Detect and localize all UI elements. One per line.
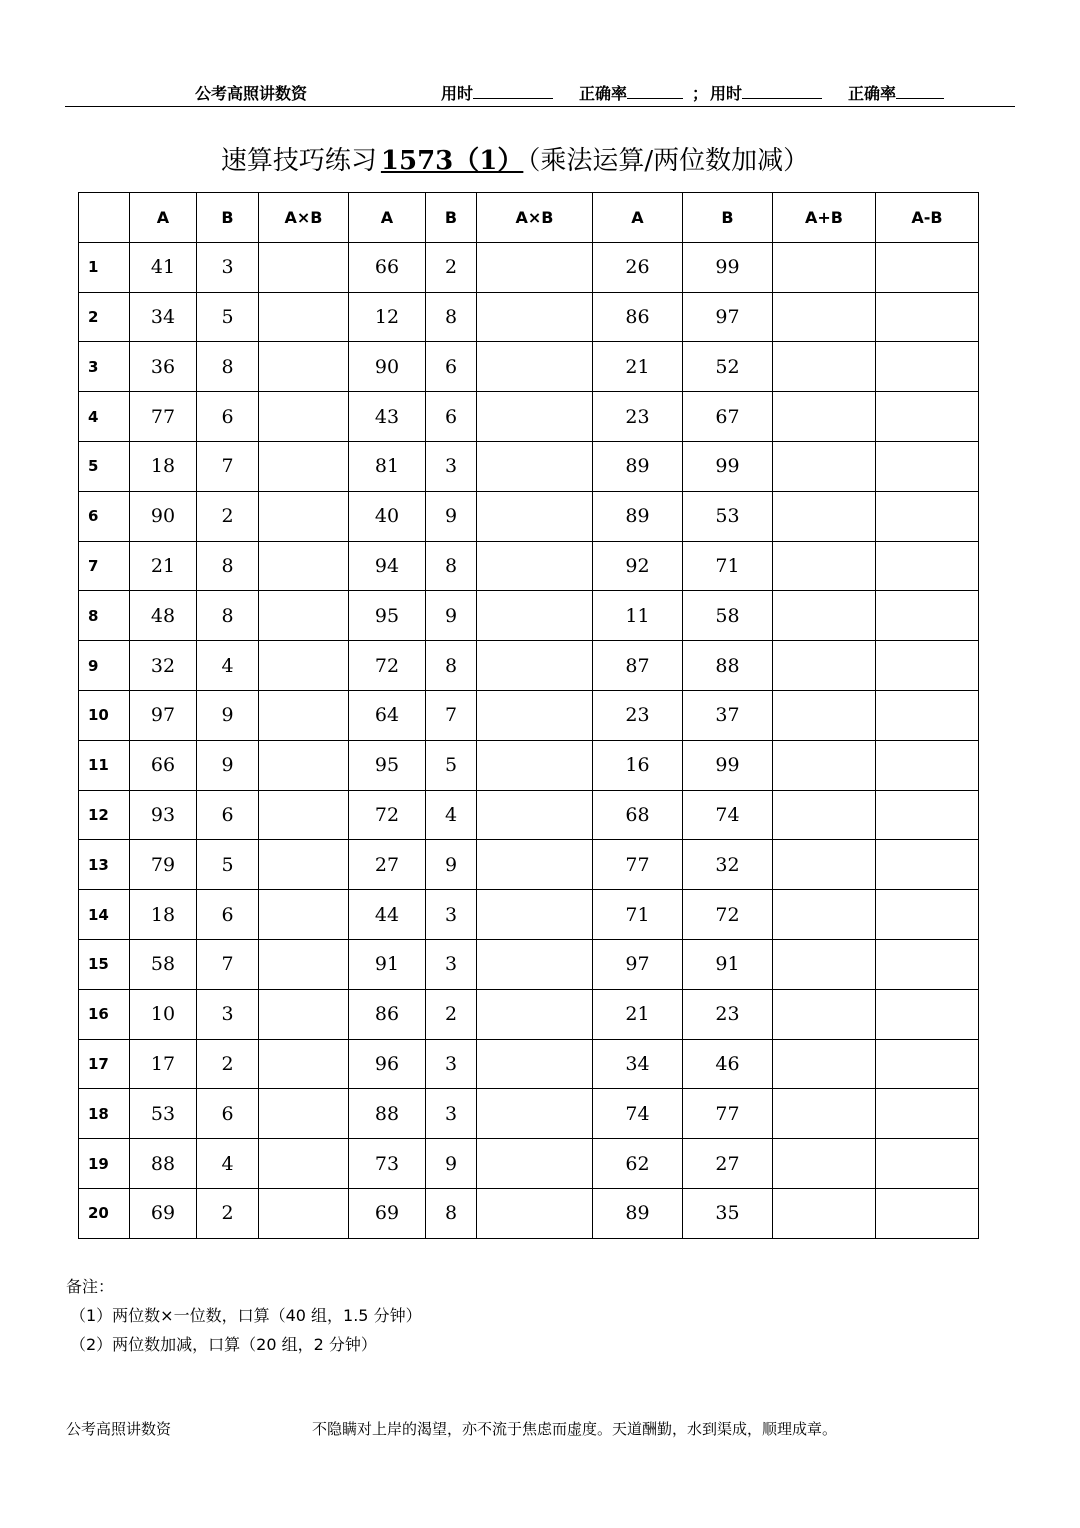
answer-cell[interactable] — [876, 939, 979, 989]
operand-cell: 16 — [593, 740, 683, 790]
answer-cell[interactable] — [477, 392, 593, 442]
operand-cell: 86 — [593, 292, 683, 342]
answer-cell[interactable] — [259, 1039, 349, 1089]
operand-cell: 27 — [683, 1139, 773, 1189]
answer-cell[interactable] — [259, 989, 349, 1039]
answer-cell[interactable] — [773, 740, 876, 790]
operand-cell: 8 — [426, 292, 477, 342]
operand-cell: 4 — [197, 1139, 259, 1189]
answer-cell[interactable] — [876, 790, 979, 840]
answer-cell[interactable] — [773, 890, 876, 940]
operand-cell: 43 — [349, 392, 426, 442]
answer-cell[interactable] — [773, 790, 876, 840]
column-header: A+B — [773, 193, 876, 243]
operand-cell: 48 — [130, 591, 197, 641]
column-header: B — [197, 193, 259, 243]
operand-cell: 23 — [593, 690, 683, 740]
answer-cell[interactable] — [773, 1039, 876, 1089]
operand-cell: 41 — [130, 242, 197, 292]
operand-cell: 69 — [349, 1188, 426, 1238]
operand-cell: 72 — [683, 890, 773, 940]
accuracy-blank-1[interactable] — [627, 82, 683, 99]
table-row — [79, 1089, 979, 1139]
answer-cell[interactable] — [876, 242, 979, 292]
column-header: A — [593, 193, 683, 243]
operand-cell: 8 — [197, 342, 259, 392]
operand-cell: 35 — [683, 1188, 773, 1238]
column-header: B — [426, 193, 477, 243]
table-row — [79, 591, 979, 641]
operand-cell: 6 — [426, 342, 477, 392]
operand-cell: 73 — [349, 1139, 426, 1189]
answer-cell[interactable] — [876, 541, 979, 591]
operand-cell: 99 — [683, 242, 773, 292]
answer-cell[interactable] — [876, 989, 979, 1039]
answer-cell[interactable] — [876, 1039, 979, 1089]
operand-cell: 36 — [130, 342, 197, 392]
operand-cell: 3 — [426, 441, 477, 491]
answer-cell[interactable] — [259, 242, 349, 292]
practice-table — [78, 192, 979, 1239]
row-number: 11 — [79, 740, 130, 790]
operand-cell: 5 — [197, 292, 259, 342]
answer-cell[interactable] — [259, 840, 349, 890]
answer-cell[interactable] — [876, 441, 979, 491]
answer-cell[interactable] — [477, 541, 593, 591]
answer-cell[interactable] — [773, 840, 876, 890]
table-row — [79, 939, 979, 989]
column-header: A×B — [477, 193, 593, 243]
answer-cell[interactable] — [773, 242, 876, 292]
row-number: 6 — [79, 491, 130, 541]
table-row — [79, 342, 979, 392]
accuracy-blank-2[interactable] — [896, 82, 944, 99]
table-row — [79, 292, 979, 342]
operand-cell: 10 — [130, 989, 197, 1039]
operand-cell: 95 — [349, 591, 426, 641]
operand-cell: 9 — [426, 1139, 477, 1189]
answer-cell[interactable] — [259, 591, 349, 641]
operand-cell: 91 — [349, 939, 426, 989]
table-header-row — [79, 193, 979, 243]
operand-cell: 67 — [683, 392, 773, 442]
operand-cell: 9 — [426, 491, 477, 541]
answer-cell[interactable] — [773, 1188, 876, 1238]
answer-cell[interactable] — [773, 989, 876, 1039]
operand-cell: 6 — [197, 890, 259, 940]
answer-cell[interactable] — [259, 740, 349, 790]
answer-cell[interactable] — [773, 591, 876, 641]
operand-cell: 87 — [593, 641, 683, 691]
answer-cell[interactable] — [477, 1089, 593, 1139]
table-row — [79, 740, 979, 790]
row-number: 4 — [79, 392, 130, 442]
answer-cell[interactable] — [773, 491, 876, 541]
table-row — [79, 1139, 979, 1189]
notes-heading: 备注： — [66, 1277, 115, 1296]
operand-cell: 99 — [683, 740, 773, 790]
row-number: 18 — [79, 1089, 130, 1139]
operand-cell: 3 — [426, 939, 477, 989]
table-row — [79, 989, 979, 1039]
operand-cell: 8 — [426, 541, 477, 591]
operand-cell: 11 — [593, 591, 683, 641]
table-row — [79, 491, 979, 541]
operand-cell: 96 — [349, 1039, 426, 1089]
time-field-2 — [710, 81, 822, 104]
operand-cell: 74 — [683, 790, 773, 840]
note-line-2: （2）两位数加减，口算（20 组，2 分钟） — [70, 1335, 377, 1354]
header-brand: 公考高照讲数资 — [195, 84, 308, 103]
operand-cell: 9 — [197, 740, 259, 790]
operand-cell: 88 — [683, 641, 773, 691]
operand-cell: 2 — [197, 1188, 259, 1238]
answer-cell[interactable] — [477, 342, 593, 392]
row-number: 16 — [79, 989, 130, 1039]
table-row — [79, 392, 979, 442]
row-number: 20 — [79, 1188, 130, 1238]
table-row — [79, 790, 979, 840]
answer-cell[interactable] — [876, 641, 979, 691]
accuracy-label-1: 正确率 — [579, 84, 628, 103]
operand-cell: 2 — [197, 1039, 259, 1089]
operand-cell: 8 — [197, 591, 259, 641]
answer-cell[interactable] — [477, 242, 593, 292]
operand-cell: 7 — [197, 939, 259, 989]
answer-cell[interactable] — [259, 342, 349, 392]
operand-cell: 8 — [197, 541, 259, 591]
answer-cell[interactable] — [259, 541, 349, 591]
operand-cell: 5 — [197, 840, 259, 890]
answer-cell[interactable] — [876, 690, 979, 740]
operand-cell: 62 — [593, 1139, 683, 1189]
answer-cell[interactable] — [876, 491, 979, 541]
operand-cell: 40 — [349, 491, 426, 541]
operand-cell: 2 — [197, 491, 259, 541]
row-number: 7 — [79, 541, 130, 591]
row-number: 12 — [79, 790, 130, 840]
answer-cell[interactable] — [773, 541, 876, 591]
answer-cell[interactable] — [477, 292, 593, 342]
operand-cell: 34 — [130, 292, 197, 342]
operand-cell: 44 — [349, 890, 426, 940]
header-bar — [65, 78, 1015, 107]
operand-cell: 69 — [130, 1188, 197, 1238]
row-number: 19 — [79, 1139, 130, 1189]
operand-cell: 32 — [683, 840, 773, 890]
table-row — [79, 441, 979, 491]
title-prefix: 速算技巧练习 — [220, 146, 377, 176]
operand-cell: 23 — [593, 392, 683, 442]
answer-cell[interactable] — [773, 1139, 876, 1189]
row-number: 8 — [79, 591, 130, 641]
operand-cell: 17 — [130, 1039, 197, 1089]
row-number: 3 — [79, 342, 130, 392]
row-number: 5 — [79, 441, 130, 491]
table-row — [79, 840, 979, 890]
column-header: A — [130, 193, 197, 243]
operand-cell: 2 — [426, 242, 477, 292]
column-header — [79, 193, 130, 243]
operand-cell: 95 — [349, 740, 426, 790]
operand-cell: 4 — [197, 641, 259, 691]
operand-cell: 89 — [593, 491, 683, 541]
operand-cell: 21 — [593, 342, 683, 392]
answer-cell[interactable] — [876, 890, 979, 940]
answer-cell[interactable] — [876, 1089, 979, 1139]
column-header: A-B — [876, 193, 979, 243]
operand-cell: 6 — [426, 392, 477, 442]
row-number: 14 — [79, 890, 130, 940]
operand-cell: 9 — [426, 840, 477, 890]
operand-cell: 27 — [349, 840, 426, 890]
operand-cell: 3 — [426, 1089, 477, 1139]
answer-cell[interactable] — [259, 1139, 349, 1189]
answer-cell[interactable] — [259, 1188, 349, 1238]
operand-cell: 8 — [426, 641, 477, 691]
answer-cell[interactable] — [876, 840, 979, 890]
accuracy-field-2 — [848, 81, 944, 104]
operand-cell: 81 — [349, 441, 426, 491]
answer-cell[interactable] — [773, 342, 876, 392]
page-title — [0, 140, 1030, 177]
answer-cell[interactable] — [773, 392, 876, 442]
answer-cell[interactable] — [477, 491, 593, 541]
answer-cell[interactable] — [773, 939, 876, 989]
header-separator: ； — [692, 84, 709, 103]
time-label-2: 用时 — [710, 84, 743, 103]
answer-cell[interactable] — [876, 392, 979, 442]
answer-cell[interactable] — [259, 441, 349, 491]
table-row — [79, 690, 979, 740]
operand-cell: 32 — [130, 641, 197, 691]
accuracy-field-1 — [579, 81, 683, 104]
operand-cell: 58 — [683, 591, 773, 641]
operand-cell: 3 — [197, 242, 259, 292]
answer-cell[interactable] — [259, 890, 349, 940]
operand-cell: 8 — [426, 1188, 477, 1238]
answer-cell[interactable] — [477, 591, 593, 641]
operand-cell: 53 — [683, 491, 773, 541]
answer-cell[interactable] — [259, 939, 349, 989]
answer-cell[interactable] — [477, 790, 593, 840]
operand-cell: 53 — [130, 1089, 197, 1139]
operand-cell: 71 — [593, 890, 683, 940]
operand-cell: 58 — [130, 939, 197, 989]
operand-cell: 7 — [426, 690, 477, 740]
operand-cell: 72 — [349, 790, 426, 840]
answer-cell[interactable] — [876, 292, 979, 342]
table-row — [79, 890, 979, 940]
operand-cell: 91 — [683, 939, 773, 989]
column-header: A — [349, 193, 426, 243]
table-row — [79, 1188, 979, 1238]
answer-cell[interactable] — [773, 441, 876, 491]
operand-cell: 77 — [130, 392, 197, 442]
operand-cell: 12 — [349, 292, 426, 342]
answer-cell[interactable] — [477, 939, 593, 989]
operand-cell: 7 — [197, 441, 259, 491]
title-code: 1573（1） — [380, 146, 524, 176]
operand-cell: 5 — [426, 740, 477, 790]
row-number: 2 — [79, 292, 130, 342]
operand-cell: 90 — [349, 342, 426, 392]
operand-cell: 6 — [197, 1089, 259, 1139]
title-suffix: （乘法运算/两位数加减） — [527, 146, 810, 176]
operand-cell: 86 — [349, 989, 426, 1039]
operand-cell: 79 — [130, 840, 197, 890]
accuracy-label-2: 正确率 — [848, 84, 897, 103]
answer-cell[interactable] — [259, 790, 349, 840]
answer-cell[interactable] — [477, 1188, 593, 1238]
column-header: B — [683, 193, 773, 243]
answer-cell[interactable] — [259, 292, 349, 342]
answer-cell[interactable] — [477, 890, 593, 940]
column-header: A×B — [259, 193, 349, 243]
answer-cell[interactable] — [773, 1089, 876, 1139]
operand-cell: 97 — [593, 939, 683, 989]
operand-cell: 97 — [130, 690, 197, 740]
answer-cell[interactable] — [773, 641, 876, 691]
operand-cell: 4 — [426, 790, 477, 840]
notes-section — [66, 1272, 422, 1359]
operand-cell: 37 — [683, 690, 773, 740]
operand-cell: 88 — [130, 1139, 197, 1189]
answer-cell[interactable] — [259, 1089, 349, 1139]
operand-cell: 92 — [593, 541, 683, 591]
answer-cell[interactable] — [876, 342, 979, 392]
time-blank-2[interactable] — [742, 82, 822, 99]
operand-cell: 90 — [130, 491, 197, 541]
answer-cell[interactable] — [773, 292, 876, 342]
operand-cell: 52 — [683, 342, 773, 392]
operand-cell: 66 — [349, 242, 426, 292]
operand-cell: 23 — [683, 989, 773, 1039]
answer-cell[interactable] — [477, 690, 593, 740]
operand-cell: 34 — [593, 1039, 683, 1089]
operand-cell: 21 — [593, 989, 683, 1039]
operand-cell: 88 — [349, 1089, 426, 1139]
operand-cell: 99 — [683, 441, 773, 491]
operand-cell: 89 — [593, 441, 683, 491]
answer-cell[interactable] — [876, 1139, 979, 1189]
footer-motto: 不隐瞒对上岸的渴望，亦不流于焦虑而虚度。天道酬勤，水到渠成，顺理成章。 — [312, 1420, 838, 1438]
row-number: 15 — [79, 939, 130, 989]
operand-cell: 3 — [426, 890, 477, 940]
operand-cell: 2 — [426, 989, 477, 1039]
operand-cell: 9 — [426, 591, 477, 641]
answer-cell[interactable] — [259, 491, 349, 541]
time-blank-1[interactable] — [473, 82, 553, 99]
answer-cell[interactable] — [876, 1188, 979, 1238]
operand-cell: 89 — [593, 1188, 683, 1238]
operand-cell: 46 — [683, 1039, 773, 1089]
operand-cell: 97 — [683, 292, 773, 342]
answer-cell[interactable] — [477, 989, 593, 1039]
operand-cell: 3 — [197, 989, 259, 1039]
table-row — [79, 541, 979, 591]
operand-cell: 68 — [593, 790, 683, 840]
operand-cell: 6 — [197, 392, 259, 442]
operand-cell: 3 — [426, 1039, 477, 1089]
operand-cell: 18 — [130, 441, 197, 491]
operand-cell: 26 — [593, 242, 683, 292]
row-number: 10 — [79, 690, 130, 740]
answer-cell[interactable] — [477, 740, 593, 790]
row-number: 1 — [79, 242, 130, 292]
answer-cell[interactable] — [477, 641, 593, 691]
operand-cell: 64 — [349, 690, 426, 740]
operand-cell: 74 — [593, 1089, 683, 1139]
answer-cell[interactable] — [773, 690, 876, 740]
operand-cell: 71 — [683, 541, 773, 591]
answer-cell[interactable] — [477, 840, 593, 890]
operand-cell: 21 — [130, 541, 197, 591]
table-row — [79, 1039, 979, 1089]
answer-cell[interactable] — [477, 1039, 593, 1089]
operand-cell: 72 — [349, 641, 426, 691]
operand-cell: 66 — [130, 740, 197, 790]
answer-cell[interactable] — [876, 591, 979, 641]
operand-cell: 6 — [197, 790, 259, 840]
note-line-1: （1）两位数×一位数，口算（40 组，1.5 分钟） — [70, 1306, 422, 1325]
table-row — [79, 641, 979, 691]
operand-cell: 77 — [593, 840, 683, 890]
footer-brand: 公考高照讲数资 — [66, 1420, 172, 1438]
row-number: 17 — [79, 1039, 130, 1089]
row-number: 13 — [79, 840, 130, 890]
answer-cell[interactable] — [477, 441, 593, 491]
operand-cell: 93 — [130, 790, 197, 840]
operand-cell: 9 — [197, 690, 259, 740]
operand-cell: 77 — [683, 1089, 773, 1139]
answer-cell[interactable] — [259, 690, 349, 740]
operand-cell: 94 — [349, 541, 426, 591]
table-row — [79, 242, 979, 292]
time-field-1 — [441, 81, 553, 104]
answer-cell[interactable] — [876, 740, 979, 790]
answer-cell[interactable] — [259, 392, 349, 442]
row-number: 9 — [79, 641, 130, 691]
answer-cell[interactable] — [259, 641, 349, 691]
answer-cell[interactable] — [477, 1139, 593, 1189]
operand-cell: 18 — [130, 890, 197, 940]
time-label-1: 用时 — [441, 84, 474, 103]
